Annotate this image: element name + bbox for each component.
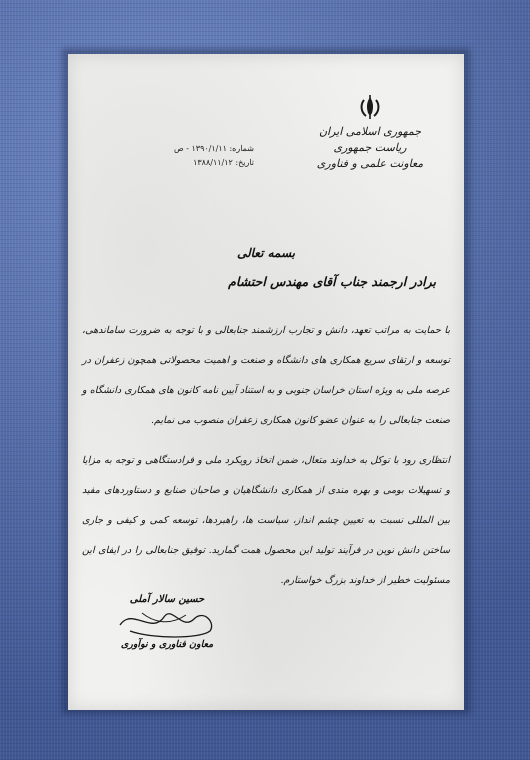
body-paragraph-1: با حمایت به مراتب تعهد، دانش و تجارب ارزشمند جنابعالی و با توجه به ضرورت ساماندهی، توسعه و ارتقای سریع همکاری های دانشگاه و صنعت و اهمیت محصولاتی همچون زعفران در عرصه ملی به ویژه استان خراسان جنوبی و به استناد آیین نامه کانون های همکاری دانشگاه و صنعت جنابعالی را به عنوان عضو کانون همکاری زعفران منصوب می نمایم. xyxy=(82,325,450,426)
letterhead-country: جمهوری اسلامی ایران xyxy=(318,125,422,138)
letterhead-vice-presidency: معاونت علمی و فناوری xyxy=(316,157,424,170)
handwritten-signature xyxy=(112,601,222,641)
letter-meta xyxy=(124,142,254,170)
invocation: بسمه تعالی xyxy=(236,246,296,260)
letter-date: تاریخ: ۱۳۸۸/۱۱/۱۲ xyxy=(193,158,254,167)
letter-number: شماره: ۱۳۹۰/۱/۱۱ - ص xyxy=(174,144,254,153)
letterhead xyxy=(290,94,450,172)
signature-block xyxy=(112,594,222,650)
body-paragraph-2: انتظاری رود با توکل به خداوند متعال، ضمن اتخاذ رویکرد ملی و فرادستگاهی و توجه به مزایا و تسهیلات بومی و بهره مندی از همکاری دانشگاهیان و صاحبان صنایع و دستاوردهای مفید بین المللی نسبت به تعیین چشم انداز، سیاست ها، راهبردها، توسعه کمی و کیفی و جاری ساختن دانش نوین در فرآیند تولید این محصول همت گمارید. توفیق جنابعالی را در ایفای این مسئولیت خطیر از خداوند بزرگ خواستارم. xyxy=(82,455,450,586)
iran-emblem-icon xyxy=(357,94,383,120)
signatory-name: حسین سالار آملی xyxy=(129,594,205,605)
letter-body xyxy=(82,316,450,606)
salutation: برادر ارجمند جناب آقای مهندس احتشام xyxy=(228,274,436,289)
letter-document xyxy=(68,54,464,710)
signatory-title: معاون فناوری و نوآوری xyxy=(120,639,214,650)
letterhead-presidency: ریاست جمهوری xyxy=(333,141,407,154)
